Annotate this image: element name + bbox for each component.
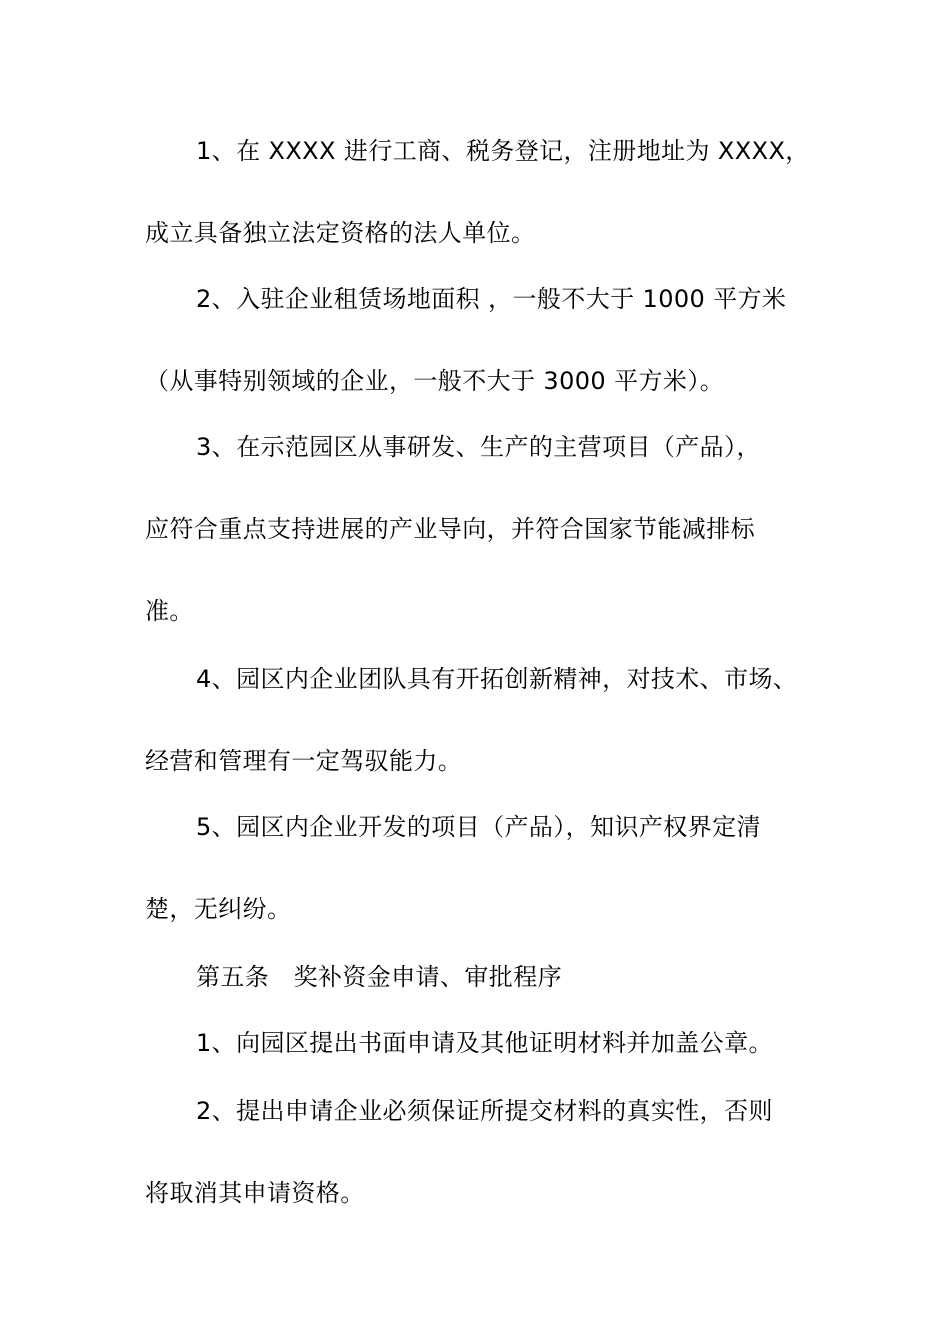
- paragraph-line: 1、在 XXXX 进行工商、税务登记，注册地址为 XXXX，: [196, 137, 810, 165]
- paragraph-line: 成立具备独立法定资格的法人单位。: [145, 219, 536, 247]
- paragraph-line: 4、园区内企业团队具有开拓创新精神，对技术、市场、: [196, 665, 798, 693]
- paragraph-line: 3、在示范园区从事研发、生产的主营项目（产品），: [196, 433, 761, 461]
- paragraph-line: 1、向园区提出书面申请及其他证明材料并加盖公章。: [196, 1029, 773, 1057]
- paragraph-line: 2、提出申请企业必须保证所提交材料的真实性，否则: [196, 1097, 773, 1125]
- paragraph-line: 应符合重点支持进展的产业导向，并符合国家节能减排标: [145, 515, 755, 543]
- paragraph-line: 将取消其申请资格。: [145, 1179, 365, 1207]
- paragraph-line: 准。: [145, 597, 194, 625]
- paragraph-line: 2、入驻企业租赁场地面积 ，一般不大于 1000 平方米: [196, 285, 787, 313]
- paragraph-line: 5、园区内企业开发的项目（产品），知识产权界定清: [196, 813, 761, 841]
- paragraph-line: 楚，无纠纷。: [145, 895, 292, 923]
- section-heading: 第五条 奖补资金申请、审批程序: [196, 963, 562, 991]
- paragraph-line: （从事特别领域的企业，一般不大于 3000 平方米）。: [145, 367, 725, 395]
- paragraph-line: 经营和管理有一定驾驭能力。: [145, 747, 463, 775]
